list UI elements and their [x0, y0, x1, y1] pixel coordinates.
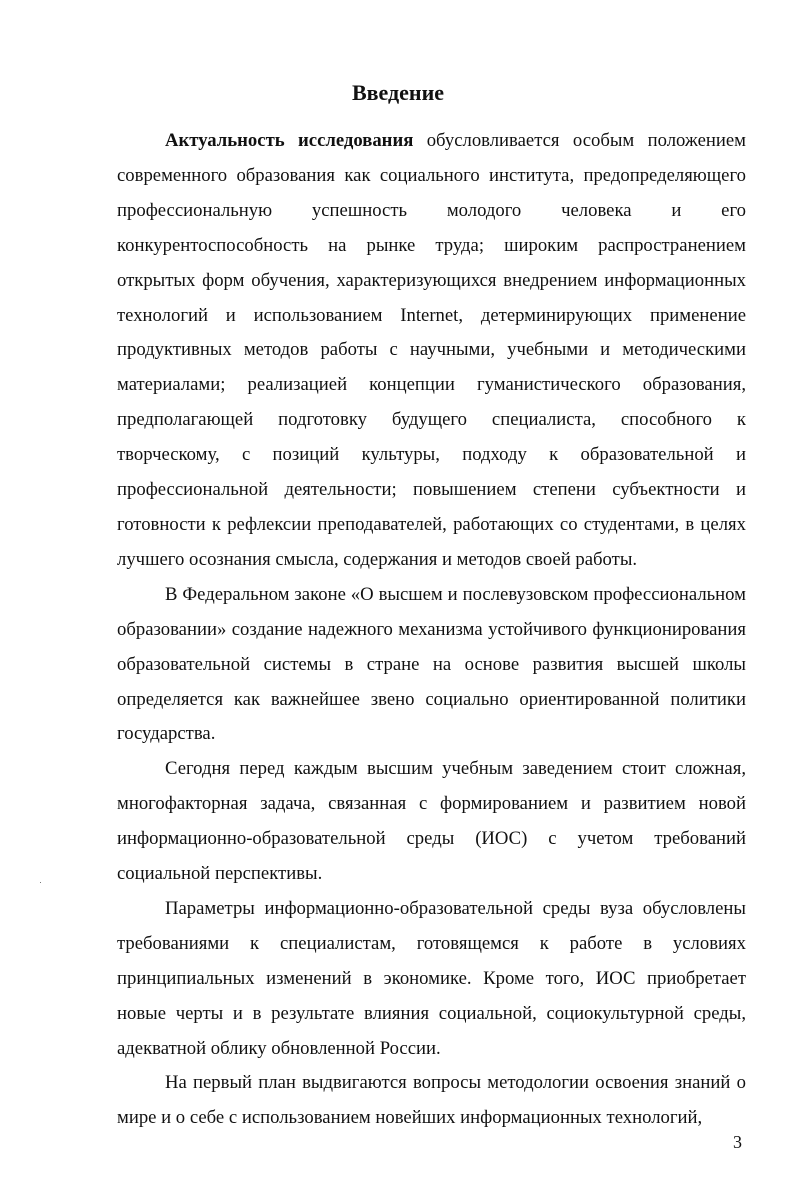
paragraph-1-lead: Актуальность исследования: [165, 130, 414, 151]
paragraph-2: В Федеральном законе «О высшем и послевузовском профессиональном образовании» создание надежного механизма устойчивого функционирования образовательной системы в стране на основе развития высшей школы определяется как важнейшее звено социально ориентированной политики государства.: [117, 583, 746, 745]
paragraph-1-text: обусловливается особым положением современного образования как социального института, предопределяющего профессиональную успешность молодого человека и его конкурентоспособность на рынке труда; широким распространением открытых форм обучения, характеризующихся внедрением информационных технологий и использованием Internet, детерминирующих применение продуктивных методов работы с научными, учебными и методическими материалами; реализацией концепции гуманистического образования, предполагающей подготовку будущего специалиста, способного к творческому, с позиций культуры, подходу к образовательной и профессиональной деятельности; повышением степени субъектности и готовности к рефлексии преподавателей, работающих со студентами, в целях лучшего осознания смысла, содержания и методов своей работы.: [117, 130, 746, 570]
body-text: [117, 124, 746, 1136]
scan-speck: [40, 882, 41, 883]
page-number: 3: [733, 1132, 742, 1152]
paragraph-1: [117, 124, 746, 578]
page-title: Введение: [351, 80, 445, 105]
paragraph-4: Параметры информационно-образовательной среды вуза обусловлены требованиями к специалистам, готовящемся к работе в условиях принципиальных изменений в экономике. Кроме того, ИОС приобретает новые черты и в результате влияния социальной, социокультурной среды, адекватной облику обновленной России.: [117, 897, 746, 1059]
paragraph-3: Сегодня перед каждым высшим учебным заведением стоит сложная, многофакторная задача, связанная с формированием и развитием новой информационно-образовательной среды (ИОС) с учетом требований социальной перспективы.: [117, 758, 746, 885]
paragraph-5: На первый план выдвигаются вопросы методологии освоения знаний о мире и о себе с использованием новейших информационных технологий,: [117, 1072, 746, 1129]
